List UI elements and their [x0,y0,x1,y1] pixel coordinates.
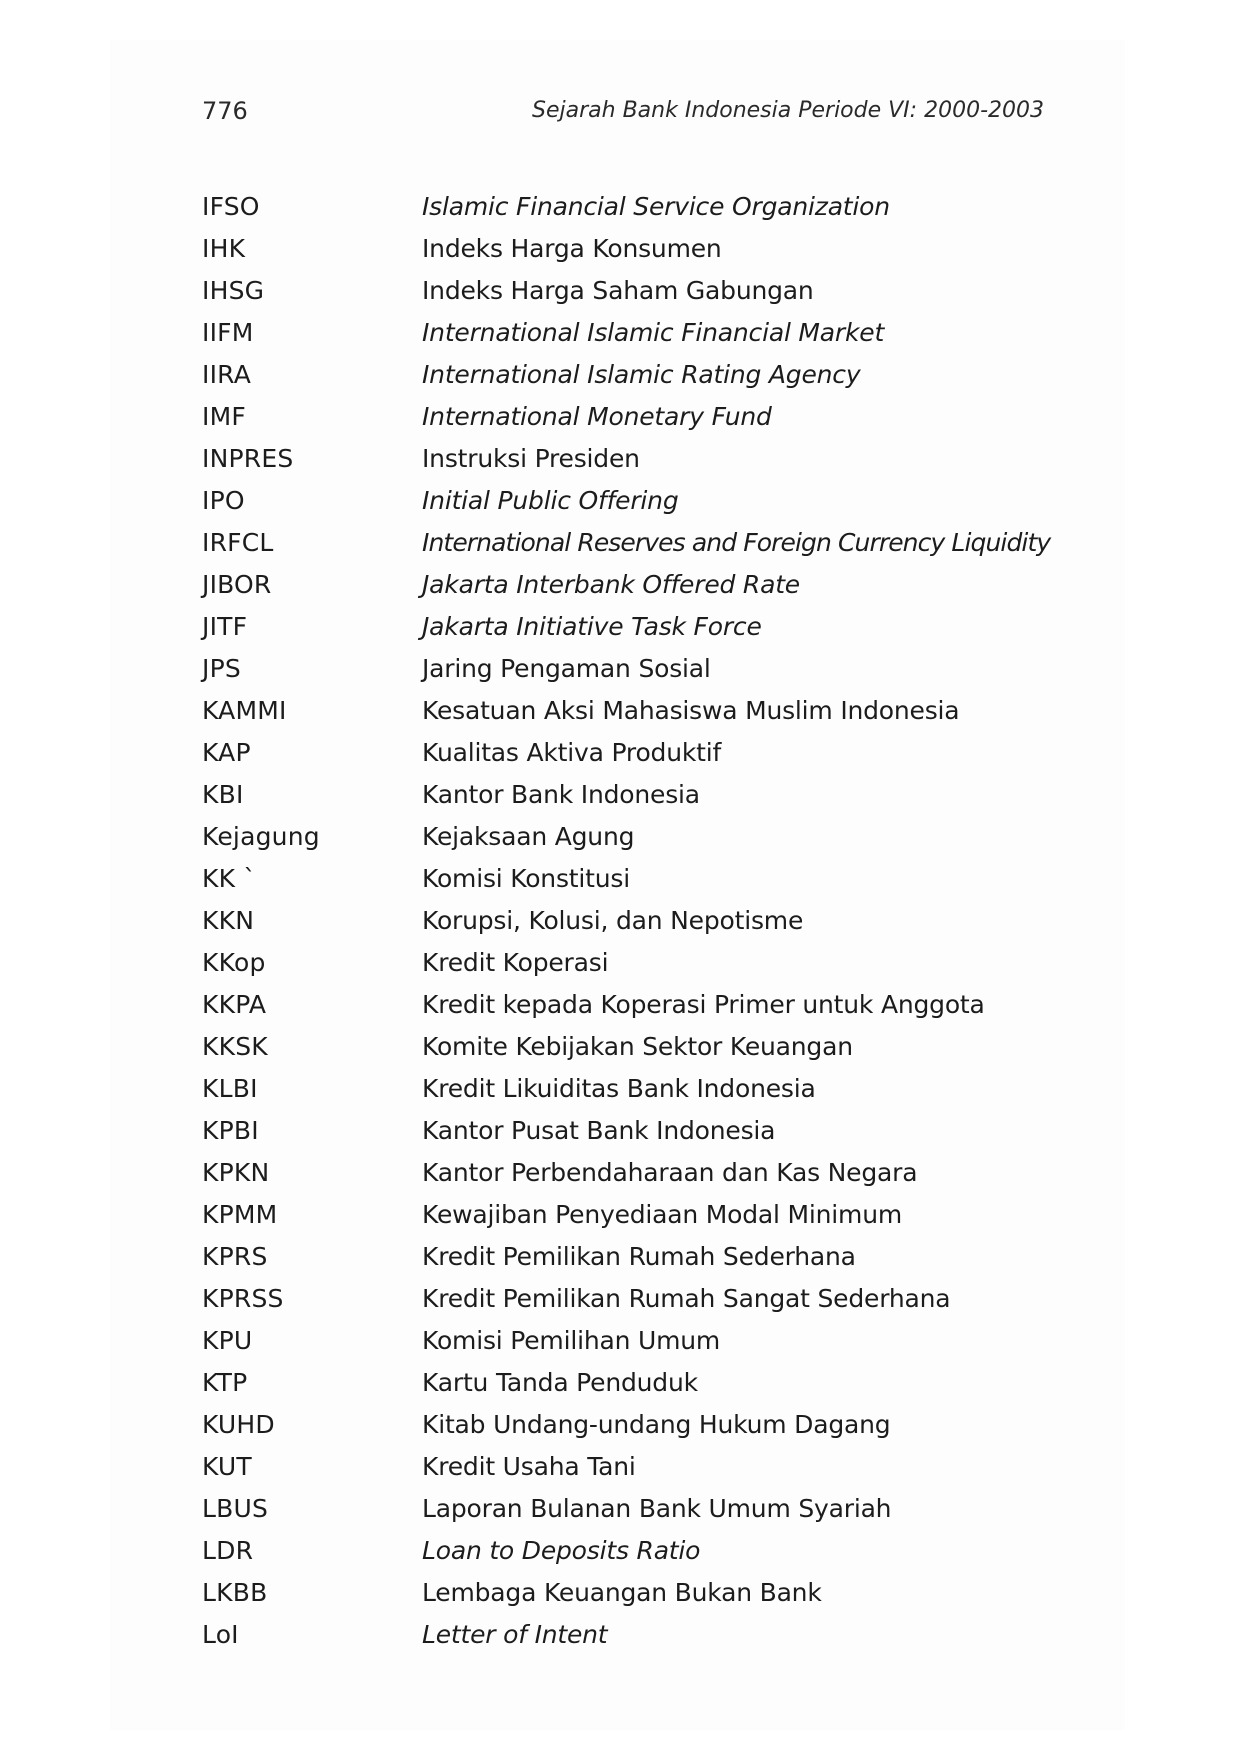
abbreviation-definition: Kantor Bank Indonesia [422,780,700,809]
abbreviation-definition: Kartu Tanda Penduduk [422,1368,698,1397]
abbreviation-definition: International Islamic Rating Agency [422,360,861,389]
abbreviation-definition: Kantor Pusat Bank Indonesia [422,1116,776,1145]
abbreviation-row [202,564,1062,606]
abbreviation-term: KPRS [202,1242,268,1271]
abbreviation-term: KKN [202,906,255,935]
abbreviation-row [202,732,1062,774]
abbreviation-row [202,1404,1062,1446]
abbreviation-definition: Kredit Likuiditas Bank Indonesia [422,1074,816,1103]
abbreviation-term: KUHD [202,1410,275,1439]
abbreviation-row [202,1362,1062,1404]
abbreviation-term: KTP [202,1368,248,1397]
abbreviation-term: LDR [202,1536,254,1565]
abbreviation-term: KK ` [202,864,257,893]
abbreviation-definition: Kredit Pemilikan Rumah Sederhana [422,1242,856,1271]
abbreviation-term: KKSK [202,1032,268,1061]
abbreviation-row [202,942,1062,984]
abbreviation-definition: Initial Public Offering [422,486,679,515]
running-title: Sejarah Bank Indonesia Periode VI: 2000-2003 [532,98,1044,123]
abbreviation-definition: Korupsi, Kolusi, dan Nepotisme [422,906,804,935]
abbreviation-row [202,1194,1062,1236]
abbreviation-definition: Kitab Undang-undang Hukum Dagang [422,1410,891,1439]
abbreviation-row [202,1446,1062,1488]
abbreviation-definition: Jakarta Initiative Task Force [422,612,762,641]
abbreviation-definition: International Islamic Financial Market [422,318,885,347]
abbreviation-row [202,1026,1062,1068]
abbreviation-definition: Komisi Konstitusi [422,864,630,893]
abbreviation-row [202,1488,1062,1530]
abbreviation-row [202,606,1062,648]
abbreviation-row [202,1278,1062,1320]
abbreviation-row [202,186,1062,228]
abbreviation-definition: Komisi Pemilihan Umum [422,1326,721,1355]
abbreviation-row [202,858,1062,900]
abbreviation-definition: Laporan Bulanan Bank Umum Syariah [422,1494,892,1523]
abbreviation-term: LBUS [202,1494,269,1523]
abbreviation-term: KLBI [202,1074,258,1103]
abbreviation-row [202,900,1062,942]
page-number: 776 [202,97,248,125]
abbreviation-row [202,1572,1062,1614]
abbreviation-definition: Jaring Pengaman Sosial [422,654,711,683]
abbreviation-definition: Kredit kepada Koperasi Primer untuk Anggota [422,990,985,1019]
abbreviation-term: Kejagung [202,822,320,851]
abbreviation-row [202,984,1062,1026]
abbreviation-term: IRFCL [202,528,274,557]
abbreviation-term: KPU [202,1326,253,1355]
abbreviation-list [202,186,1062,1656]
abbreviation-term: KPBI [202,1116,259,1145]
abbreviation-row [202,648,1062,690]
abbreviation-term: KPKN [202,1158,270,1187]
abbreviation-definition: Lembaga Keuangan Bukan Bank [422,1578,822,1607]
abbreviation-term: KKPA [202,990,267,1019]
abbreviation-definition: Kualitas Aktiva Produktif [422,738,722,767]
abbreviation-term: IIFM [202,318,254,347]
abbreviation-term: IHSG [202,276,265,305]
abbreviation-row [202,1530,1062,1572]
abbreviation-row [202,1614,1062,1656]
abbreviation-row [202,690,1062,732]
abbreviation-term: JIBOR [202,570,272,599]
abbreviation-row [202,1152,1062,1194]
abbreviation-definition: Jakarta Interbank Offered Rate [422,570,800,599]
abbreviation-row [202,270,1062,312]
abbreviation-term: IHK [202,234,246,263]
abbreviation-row [202,396,1062,438]
abbreviation-definition: Kredit Usaha Tani [422,1452,636,1481]
abbreviation-definition: Kantor Perbendaharaan dan Kas Negara [422,1158,918,1187]
abbreviation-definition: Kredit Koperasi [422,948,609,977]
abbreviation-term: IMF [202,402,246,431]
abbreviation-term: KBI [202,780,244,809]
abbreviation-definition: Kejaksaan Agung [422,822,635,851]
abbreviation-term: IIRA [202,360,252,389]
abbreviation-row [202,438,1062,480]
abbreviation-row [202,1068,1062,1110]
abbreviation-row [202,354,1062,396]
abbreviation-term: JITF [202,612,248,641]
abbreviation-term: KUT [202,1452,252,1481]
abbreviation-term: KAP [202,738,251,767]
abbreviation-definition: Indeks Harga Konsumen [422,234,722,263]
abbreviation-definition: Loan to Deposits Ratio [422,1536,701,1565]
abbreviation-row [202,522,1062,564]
abbreviation-definition: Kewajiban Penyediaan Modal Minimum [422,1200,903,1229]
abbreviation-definition: International Monetary Fund [422,402,772,431]
abbreviation-term: IFSO [202,192,260,221]
abbreviation-row [202,228,1062,270]
abbreviation-row [202,312,1062,354]
abbreviation-row [202,816,1062,858]
abbreviation-term: KPMM [202,1200,278,1229]
abbreviation-term: JPS [202,654,241,683]
abbreviation-definition: Letter of Intent [422,1620,608,1649]
abbreviation-definition: Islamic Financial Service Organization [422,192,890,221]
abbreviation-row [202,774,1062,816]
abbreviation-term: INPRES [202,444,294,473]
abbreviation-term: KPRSS [202,1284,284,1313]
abbreviation-definition: Kesatuan Aksi Mahasiswa Muslim Indonesia [422,696,960,725]
abbreviation-term: IPO [202,486,245,515]
abbreviation-row [202,1320,1062,1362]
abbreviation-row [202,1110,1062,1152]
abbreviation-term: KKop [202,948,266,977]
abbreviation-row [202,480,1062,522]
abbreviation-definition: Kredit Pemilikan Rumah Sangat Sederhana [422,1284,951,1313]
abbreviation-row [202,1236,1062,1278]
abbreviation-term: KAMMI [202,696,287,725]
abbreviation-definition: International Reserves and Foreign Currency Liquidity [422,528,1051,557]
abbreviation-definition: Komite Kebijakan Sektor Keuangan [422,1032,853,1061]
abbreviation-definition: Instruksi Presiden [422,444,640,473]
abbreviation-term: LKBB [202,1578,268,1607]
page-header [202,96,1044,132]
abbreviation-term: LoI [202,1620,239,1649]
abbreviation-definition: Indeks Harga Saham Gabungan [422,276,814,305]
